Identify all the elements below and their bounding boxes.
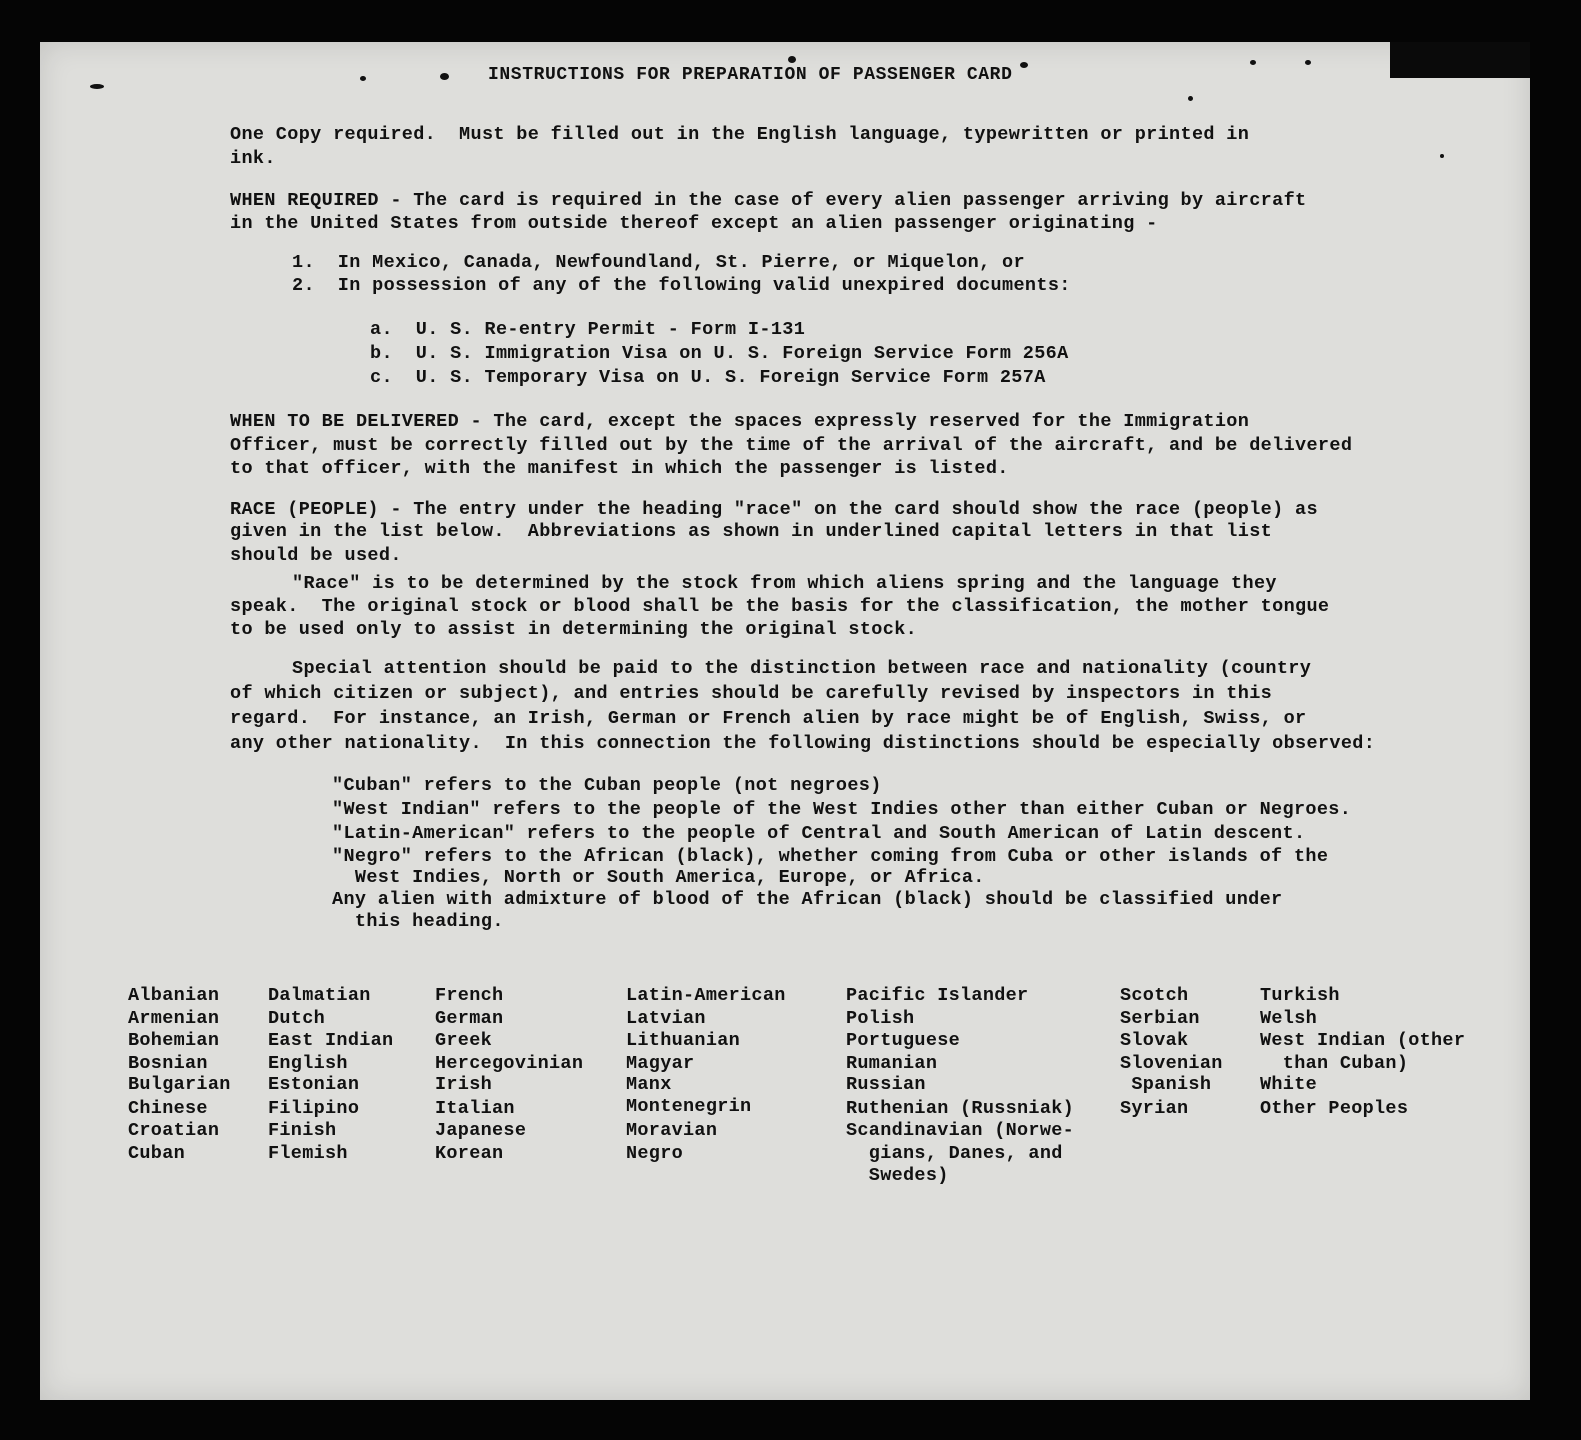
race-entry: Greek [435, 1030, 493, 1051]
race-people-line: given in the list below. Abbreviations as shown in underlined capital letters in that list [230, 521, 1273, 542]
intro-line: One Copy required. Must be filled out in the English language, typewritten or printed in [230, 124, 1250, 145]
race-entry: Slovenian [1120, 1053, 1223, 1074]
race-entry: Dalmatian [268, 985, 371, 1006]
race-entry: Latvian [626, 1008, 706, 1029]
race-entry: Serbian [1120, 1008, 1200, 1029]
scan-speck [1440, 154, 1444, 158]
race-entry: Ruthenian (Russniak) [846, 1098, 1075, 1119]
race-entry: Magyar [626, 1053, 695, 1074]
distinction-item: "West Indian" refers to the people of the West Indies other than either Cuban or Negroes. [332, 799, 1352, 820]
race-people-line: should be used. [230, 545, 402, 566]
document-item: b. U. S. Immigration Visa on U. S. Foreign Service Form 256A [370, 343, 1069, 364]
race-entry: Welsh [1260, 1008, 1318, 1029]
race-entry: Hercegovinian [435, 1053, 584, 1074]
race-entry: Turkish [1260, 985, 1340, 1006]
distinction-item: Any alien with admixture of blood of the African (black) should be classified under [332, 889, 1283, 910]
race-entry: Syrian [1120, 1098, 1189, 1119]
when-required-line: WHEN REQUIRED - The card is required in the case of every alien passenger arriving by aircraft [230, 190, 1307, 211]
race-entry: Slovak [1120, 1030, 1189, 1051]
race-entry: Armenian [128, 1008, 220, 1029]
special-attention-line: of which citizen or subject), and entries should be carefully revised by inspectors in this [230, 683, 1273, 704]
race-entry: Polish [846, 1008, 915, 1029]
intro-line: ink. [230, 148, 276, 169]
race-entry: Lithuanian [626, 1030, 741, 1051]
special-attention-line: any other nationality. In this connection the following distinctions should be especially observed: [230, 733, 1376, 754]
race-entry: Scandinavian (Norwe- [846, 1120, 1075, 1141]
scan-speck [360, 76, 366, 81]
race-entry: Latin-American [626, 985, 786, 1006]
race-entry: gians, Danes, and [846, 1143, 1063, 1164]
when-required-line: in the United States from outside thereof except an alien passenger originating - [230, 213, 1158, 234]
race-entry: Rumanian [846, 1053, 938, 1074]
race-entry: Portuguese [846, 1030, 961, 1051]
scan-speck [1188, 96, 1193, 101]
race-entry: Japanese [435, 1120, 527, 1141]
exception-item: 2. In possession of any of the following valid unexpired documents: [292, 275, 1071, 296]
race-entry: Bosnian [128, 1053, 208, 1074]
page-title: INSTRUCTIONS FOR PREPARATION OF PASSENGER CARD [488, 65, 1013, 85]
race-entry: Russian [846, 1074, 926, 1095]
race-entry: Bulgarian [128, 1074, 231, 1095]
race-entry: Croatian [128, 1120, 220, 1141]
race-entry: Swedes) [846, 1165, 949, 1186]
race-entry: Scotch [1120, 985, 1189, 1006]
race-people-line: RACE (PEOPLE) - The entry under the heading "race" on the card should show the race (people) as [230, 499, 1318, 520]
race-entry: Bohemian [128, 1030, 220, 1051]
race-entry: than Cuban) [1260, 1053, 1409, 1074]
special-attention-line: regard. For instance, an Irish, German or French alien by race might be of English, Swiss, or [230, 708, 1307, 729]
special-attention-line: Special attention should be paid to the distinction between race and nationality (country [292, 658, 1312, 679]
when-delivered-line: WHEN TO BE DELIVERED - The card, except the spaces expressly reserved for the Immigration [230, 411, 1250, 432]
distinction-item: this heading. [332, 911, 504, 932]
race-entry: Korean [435, 1143, 504, 1164]
race-entry: Spanish [1120, 1074, 1212, 1095]
scan-speck [1250, 60, 1256, 65]
when-delivered-line: to that officer, with the manifest in which the passenger is listed. [230, 458, 1009, 479]
document-page [40, 42, 1530, 1400]
race-entry: German [435, 1008, 504, 1029]
race-entry: White [1260, 1074, 1318, 1095]
race-entry: French [435, 985, 504, 1006]
when-delivered-line: Officer, must be correctly filled out by the time of the arrival of the aircraft, and be delivered [230, 435, 1353, 456]
scan-speck [788, 56, 796, 63]
document-item: c. U. S. Temporary Visa on U. S. Foreign Service Form 257A [370, 367, 1046, 388]
race-entry: Pacific Islander [846, 985, 1029, 1006]
race-entry: Manx [626, 1074, 672, 1095]
scan-speck [90, 84, 104, 89]
distinction-item: "Negro" refers to the African (black), whether coming from Cuba or other islands of the [332, 846, 1329, 867]
race-entry: East Indian [268, 1030, 394, 1051]
race-entry: Negro [626, 1143, 684, 1164]
distinction-item: "Latin-American" refers to the people of Central and South American of Latin descent. [332, 823, 1306, 844]
race-entry: English [268, 1053, 348, 1074]
distinction-item: West Indies, North or South America, Europe, or Africa. [332, 867, 985, 888]
race-entry: West Indian (other [1260, 1030, 1466, 1051]
race-entry: Chinese [128, 1098, 208, 1119]
race-entry: Other Peoples [1260, 1098, 1409, 1119]
race-entry: Filipino [268, 1098, 360, 1119]
race-entry: Dutch [268, 1008, 326, 1029]
race-entry: Montenegrin [626, 1096, 752, 1117]
race-definition-line: to be used only to assist in determining the original stock. [230, 619, 918, 640]
race-entry: Estonian [268, 1074, 360, 1095]
scan-corner-tab [1390, 42, 1530, 78]
scan-speck [440, 73, 449, 80]
race-entry: Cuban [128, 1143, 186, 1164]
race-definition-line: speak. The original stock or blood shall be the basis for the classification, the mother tongue [230, 596, 1330, 617]
race-entry: Albanian [128, 985, 220, 1006]
race-entry: Flemish [268, 1143, 348, 1164]
scan-speck [1305, 60, 1311, 65]
scan-speck [1020, 62, 1028, 68]
race-definition-line: "Race" is to be determined by the stock from which aliens spring and the language they [292, 573, 1277, 594]
race-entry: Moravian [626, 1120, 718, 1141]
distinction-item: "Cuban" refers to the Cuban people (not negroes) [332, 775, 882, 796]
exception-item: 1. In Mexico, Canada, Newfoundland, St. Pierre, or Miquelon, or [292, 252, 1025, 273]
document-item: a. U. S. Re-entry Permit - Form I-131 [370, 319, 806, 340]
race-entry: Irish [435, 1074, 493, 1095]
race-entry: Finish [268, 1120, 337, 1141]
race-entry: Italian [435, 1098, 515, 1119]
